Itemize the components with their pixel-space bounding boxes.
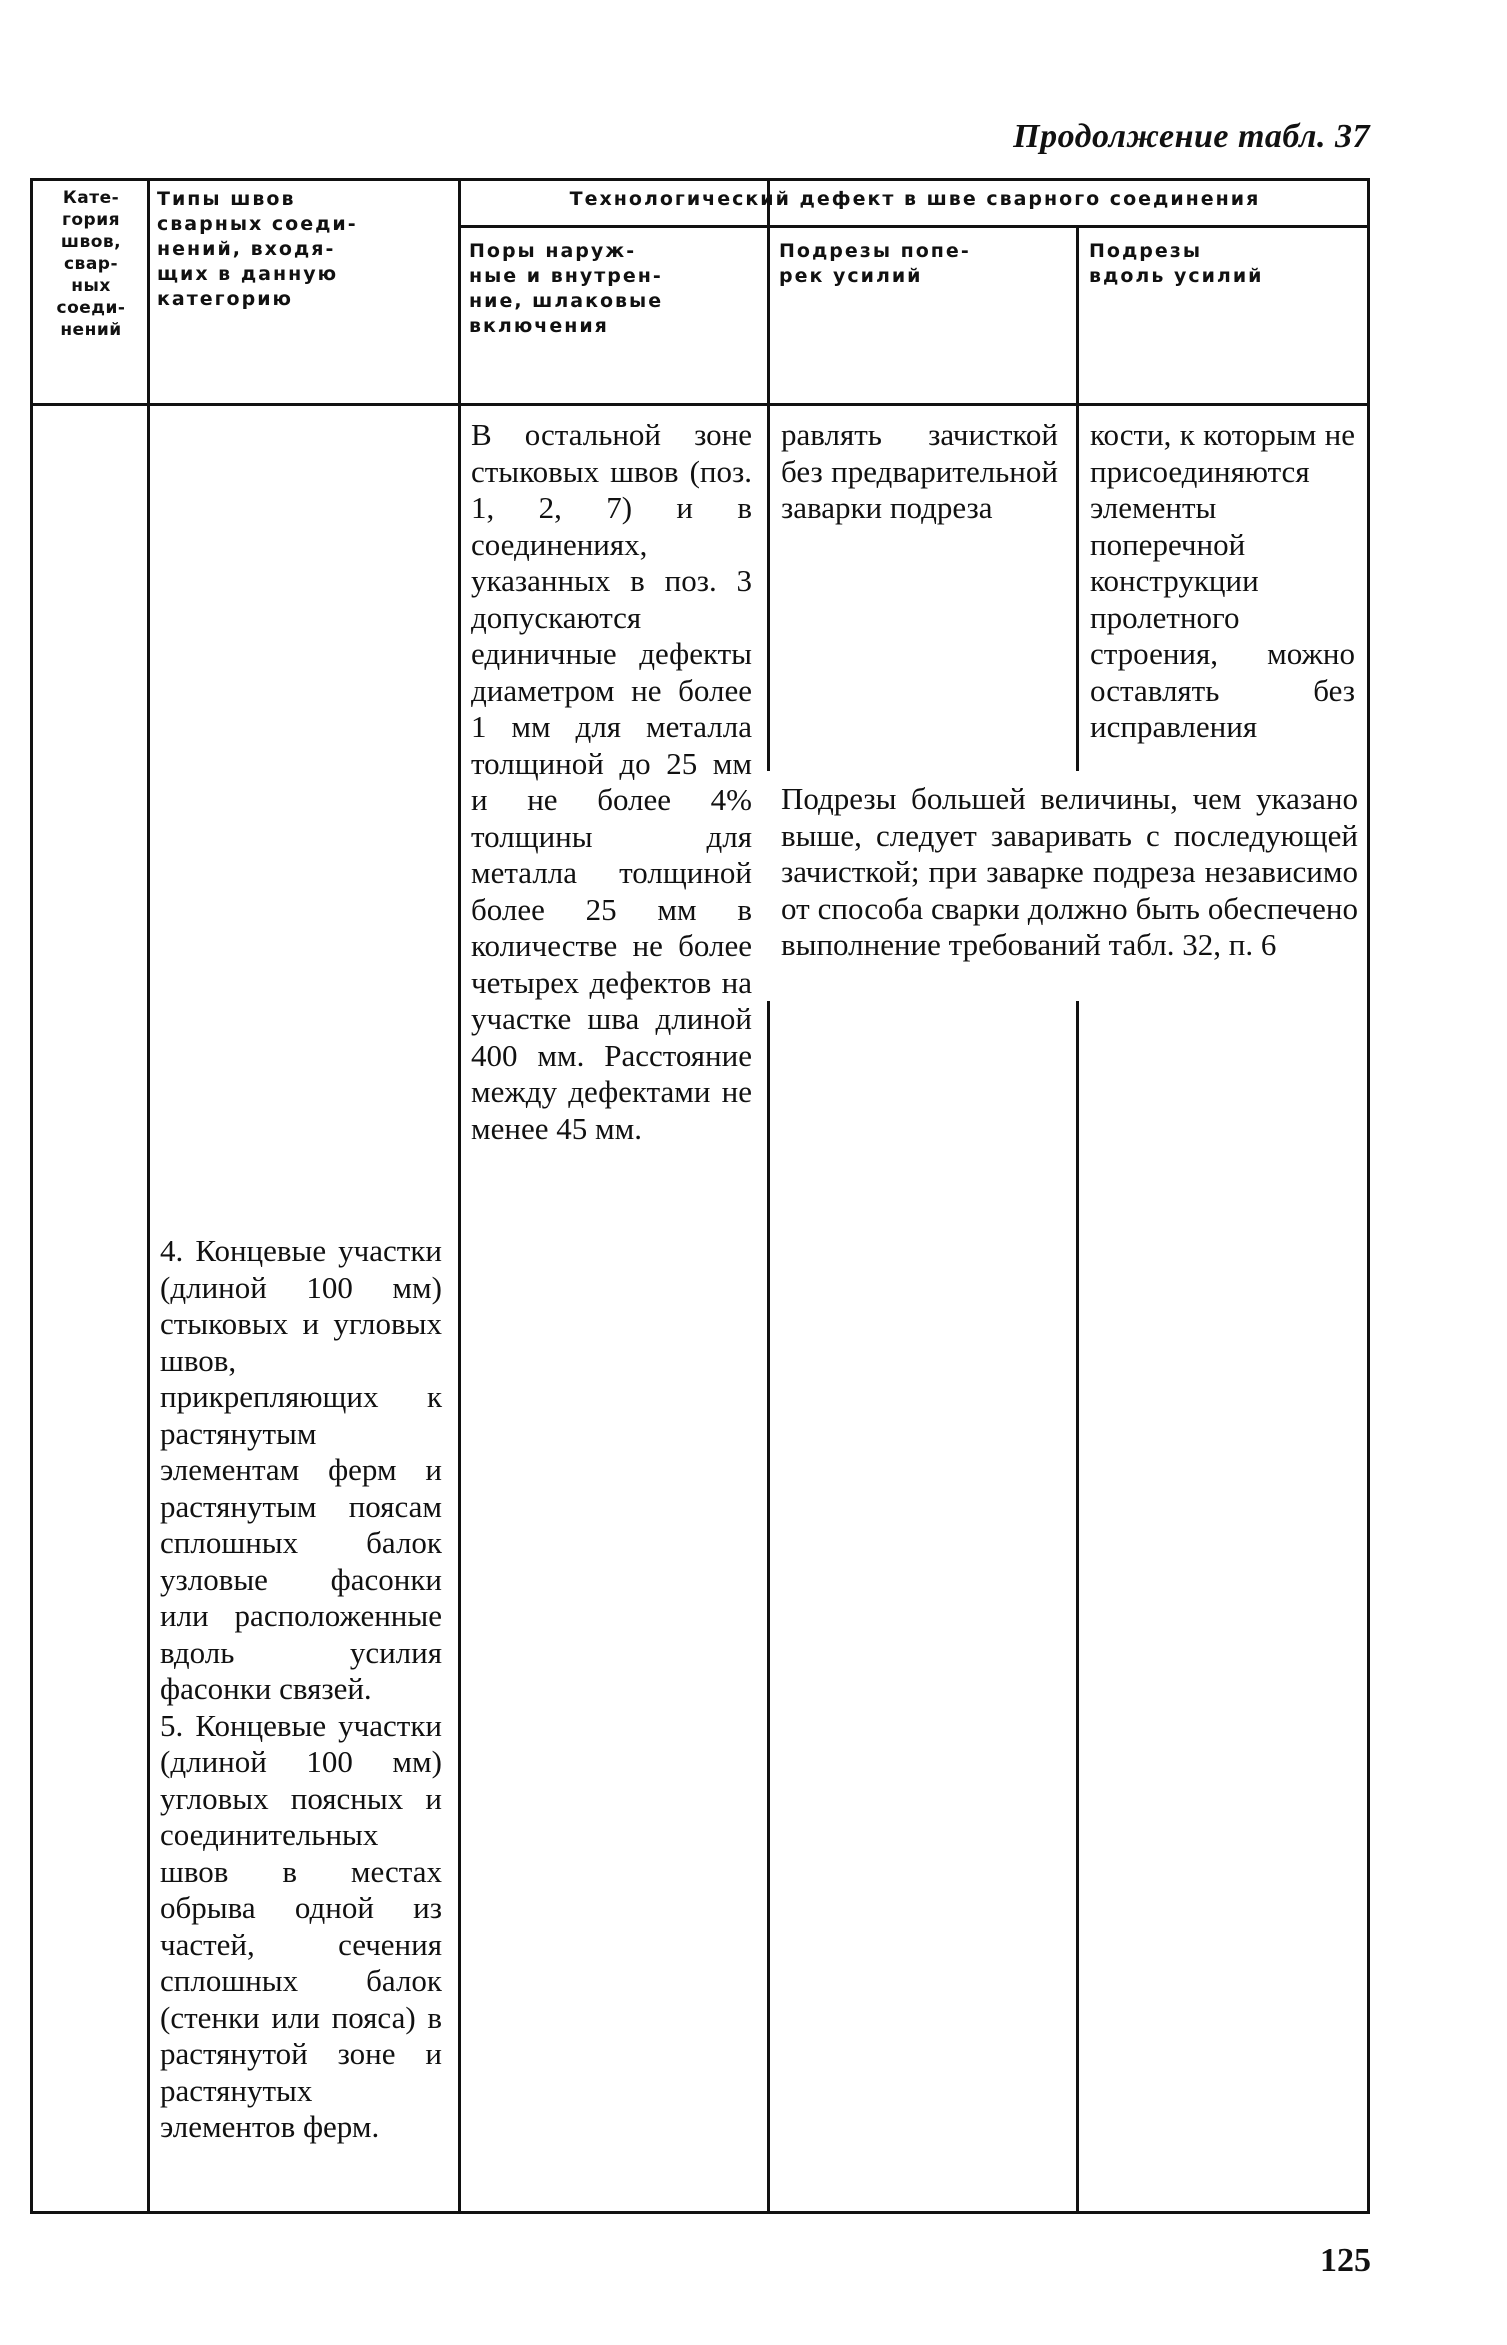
undercut-across-paragraph: равлять зачисткой без предварительной заварки подреза xyxy=(781,417,1058,525)
header-bottom-line xyxy=(33,403,1367,406)
group-header-divider xyxy=(458,225,1367,228)
seam-item-5: 5. Концевые участки (длиной 100 мм) угловых поясных и соединительных швов в местах обрыва одной из частей, сечения сплошных балок (стенки или пояса) в растянутой зоне и растянутых элементов ферм. xyxy=(160,1707,442,2144)
undercut-across-text xyxy=(781,417,1058,527)
undercut-along-paragraph: кости, к которым не присоединяются элементы поперечной конструкции пролетного строения, можно оставлять без исправления xyxy=(1090,417,1355,744)
pores-paragraph: В остальной зоне стыковых швов (поз. 1, 2, 7) и в соединениях, указанных в поз. 3 допускаются единичные дефекты диаметром не более 1 мм для металла толщиной до 25 мм и не более 4% толщины для металла толщиной более 25 мм в количестве не более четырех дефектов на участке шва длиной 400 мм. Расстояние между дефектами не менее 45 мм. xyxy=(471,417,752,1146)
page-number: 125 xyxy=(1320,2242,1371,2279)
undercut-along-text xyxy=(1090,417,1355,746)
header-undercut-along: Подрезы вдоль усилий xyxy=(1089,240,1264,287)
pores-text xyxy=(471,417,752,1147)
header-seam-types: Типы швов сварных соеди- нений, входя- щих в данную категорию xyxy=(157,188,358,310)
header-category: Кате- гория швов, свар- ных соеди- нений xyxy=(56,188,126,340)
col-divider-2 xyxy=(458,181,461,2211)
defects-table xyxy=(30,178,1370,2214)
header-defect-group: Технологический дефект в шве сварного соединения xyxy=(569,188,1261,210)
header-pores: Поры наруж- ные и внутрен- ние, шлаковые включения xyxy=(469,240,664,337)
col-divider-3-bottom xyxy=(767,1001,770,2211)
col-divider-3-top xyxy=(767,181,770,771)
seam-type-items xyxy=(160,1233,442,2146)
seam-item-4: 4. Концевые участки (длиной 100 мм) стыковых и угловых швов, прикрепляющих к растянутым элементам ферм и растянутым поясам сплошных балок узловые фасонки или расположенные вдоль усилия фасонки связей. xyxy=(160,1233,442,1706)
col-divider-4-bottom xyxy=(1076,1001,1079,2211)
col-divider-4-top xyxy=(1076,225,1079,771)
header-undercut-across: Подрезы попе- рек усилий xyxy=(779,240,971,287)
table-continuation-caption: Продолжение табл. 37 xyxy=(1013,118,1370,155)
undercut-merged-text xyxy=(781,781,1358,964)
col-divider-1 xyxy=(147,181,150,2211)
merged-paragraph: Подрезы большей величины, чем указано выше, следует заваривать с последующей зачисткой; при заварке подреза независимо от способа сварки должно быть обеспечено выполнение требований табл. 32, п. 6 xyxy=(781,781,1358,962)
